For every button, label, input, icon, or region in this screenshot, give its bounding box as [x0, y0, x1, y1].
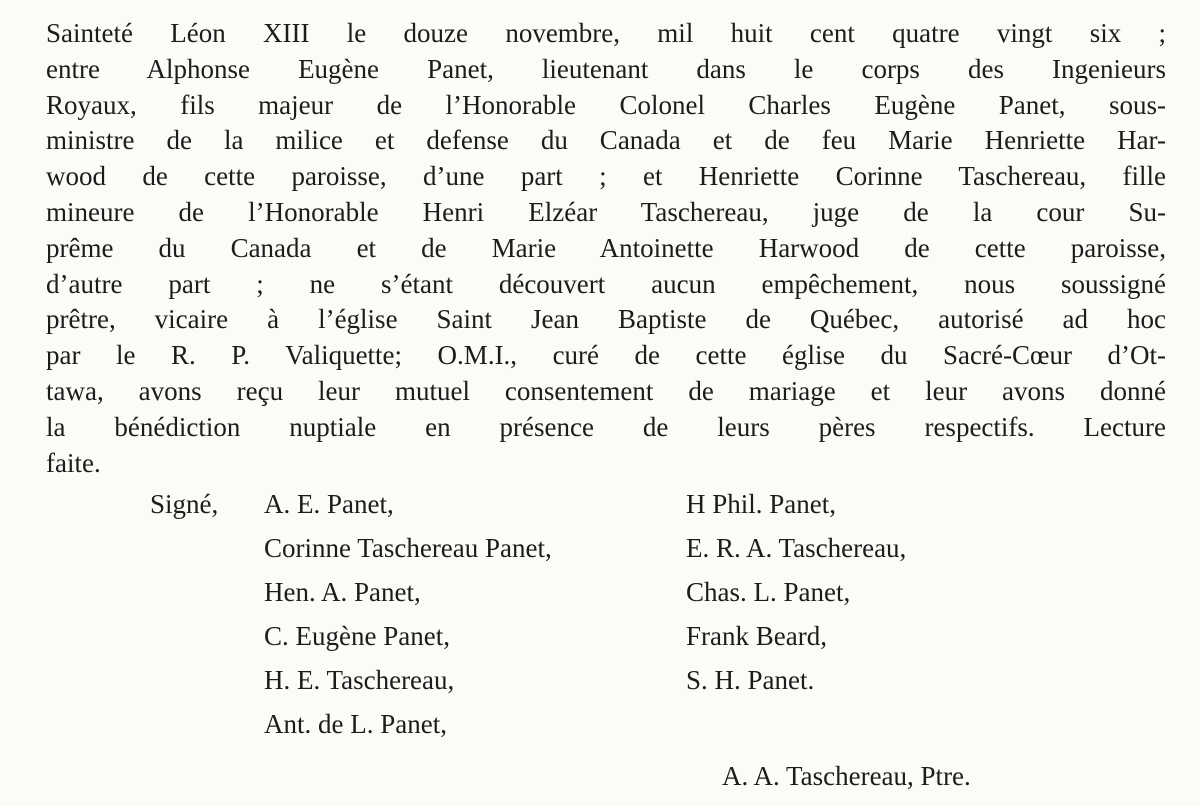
signature-left: Hen. A. Panet, [264, 577, 421, 607]
paragraph-line: Sainteté Léon XIII le douze novembre, mil huit cent quatre vingt six ; [46, 18, 1166, 48]
paragraph-line: ministre de la milice et defense du Canada et de feu Marie Henriette Har- [46, 125, 1166, 156]
signature-left: Corinne Taschereau Panet, [264, 533, 552, 563]
signed-label: Signé, [150, 489, 219, 519]
paragraph-line: tawa, avons reçu leur mutuel consentement de mariage et leur avons donné [46, 375, 1166, 406]
paragraph-line: entre Alphonse Eugène Panet, lieutenant dans le corps des Ingenieurs [46, 53, 1166, 84]
paragraph-line: wood de cette paroisse, d’une part ; et Henriette Corinne Taschereau, fille [46, 161, 1166, 192]
signature-right: Frank Beard, [686, 621, 827, 651]
paragraph-line: prêtre, vicaire à l’église Saint Jean Baptiste de Québec, autorisé ad hoc [46, 304, 1166, 335]
signature-left: H. E. Taschereau, [264, 665, 455, 695]
paragraph-line: faite. [46, 447, 101, 478]
paragraph-line: Royaux, fils majeur de l’Honorable Colonel Charles Eugène Panet, sous- [46, 89, 1166, 120]
paragraph-line: prême du Canada et de Marie Antoinette Harwood de cette paroisse, [46, 232, 1166, 263]
signature-right: S. H. Panet. [686, 665, 815, 695]
paragraph-line: la bénédiction nuptiale en présence de leurs pères respectifs. Lecture [46, 411, 1166, 442]
signature-left: C. Eugène Panet, [264, 621, 450, 651]
signature-right: H Phil. Panet, [686, 489, 837, 519]
marriage-record-paragraph [46, 16, 1166, 481]
signature-right: Chas. L. Panet, [686, 577, 851, 607]
paragraph-line: mineure de l’Honorable Henri Elzéar Taschereau, juge de la cour Su- [46, 196, 1166, 227]
signature-right: E. R. A. Taschereau, [686, 533, 907, 563]
signature-left: Ant. de L. Panet, [264, 709, 447, 739]
signature-left: A. E. Panet, [264, 489, 394, 519]
paragraph-line: par le R. P. Valiquette; O.M.I., curé de cette église du Sacré-Cœur d’Ot- [46, 340, 1166, 371]
officiant-signature: A. A. Taschereau, Ptre. [722, 761, 971, 791]
paragraph-line: d’autre part ; ne s’étant découvert aucun empêchement, nous soussigné [46, 268, 1166, 299]
